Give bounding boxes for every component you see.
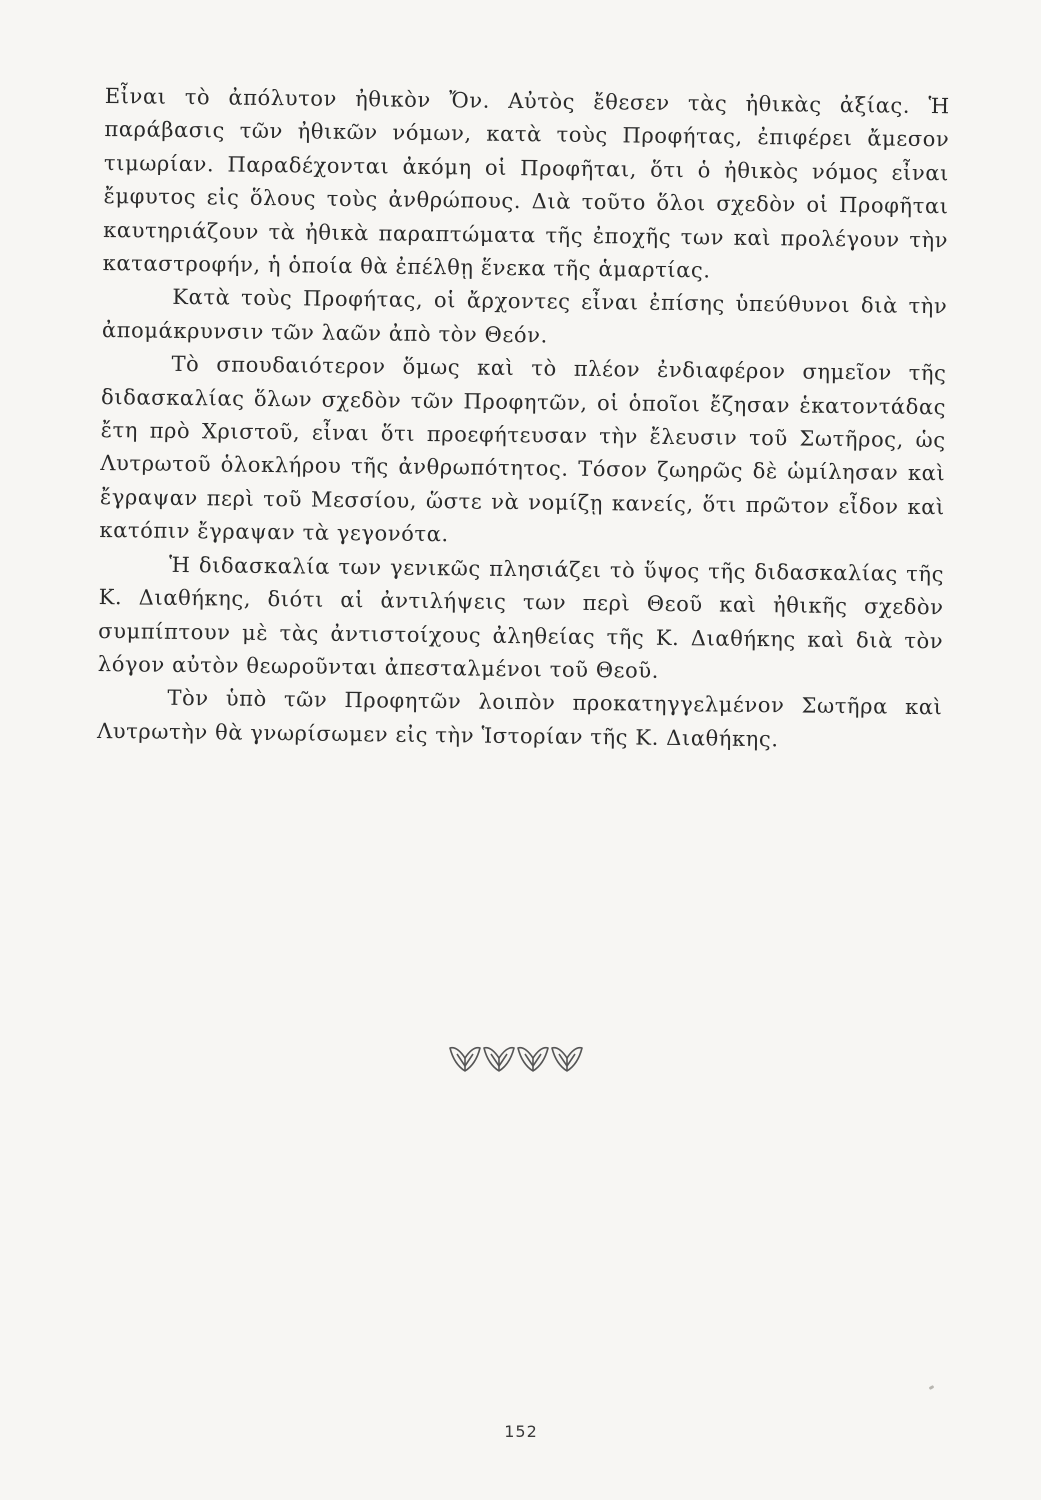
page-number: 152 [504, 1422, 538, 1441]
paragraph-4: Ἡ διδασκαλία των γενικῶς πλησιάζει τὸ ὕψος τῆς διδασκαλίας τῆς Κ. Διαθήκης, διότι αἱ ἀντιλήψεις των περὶ Θεοῦ καὶ ἠθικῆς σχεδὸν συμπίπτουν μὲ τὰς ἀντιστοίχους ἀληθείας τῆς Κ. Διαθήκης καὶ διὰ τὸν λόγον αὐτὸν θεωροῦνται ἀπεσταλμένοι τοῦ Θεοῦ. [97, 552, 945, 683]
paragraph-2: Κατὰ τοὺς Προφήτας, οἱ ἄρχοντες εἶναι ἐπίσης ὑπεύθυνοι διὰ τὴν ἀπομάκρυνσιν τῶν λαῶν ἀπὸ τὸν Θεόν. [101, 285, 948, 348]
paragraph-5: Τὸν ὑπὸ τῶν Προφητῶν λοιπὸν προκατηγγελμένον Σωτῆρα καὶ Λυτρωτὴν θὰ γνωρίσωμεν εἰς τὴν Ἱστορίαν τῆς Κ. Διαθήκης. [96, 686, 943, 751]
paragraph-1: Εἶναι τὸ ἀπόλυτον ἠθικὸν Ὄν. Αὐτὸς ἔθεσεν τὰς ἠθικὰς ἀξίας. Ἡ παράβασις τῶν ἠθικῶν νόμων, κατὰ τοὺς Προφήτας, ἐπιφέρει ἄμεσον τιμωρίαν. Παραδέχονται ἀκόμη οἱ Προφῆται, ὅτι ὁ ἠθικὸς νόμος εἶναι ἔμφυτος εἰς ὅλους τοὺς ἀνθρώπους. Διὰ τοῦτο ὅλοι σχεδὸν οἱ Προφῆται καυτηριάζουν τὰ ἠθικὰ παραπτώματα τῆς ἐποχῆς των καὶ προλέγουν τὴν καταστροφήν, ἡ ὁποία θὰ ἐπέλθῃ ἕνεκα τῆς ἁμαρτίας. [102, 83, 950, 283]
body-text [97, 80, 950, 758]
floral-ornament-icon [448, 1044, 584, 1074]
paper-speck [929, 1385, 935, 1390]
paragraph-3: Τὸ σπουδαιότερον ὅμως καὶ τὸ πλέον ἐνδιαφέρον σημεῖον τῆς διδασκαλίας ὅλων σχεδὸν τῶν Προφητῶν, οἱ ὁποῖοι ἔζησαν ἑκατοντάδας ἔτη πρὸ Χριστοῦ, εἶναι ὅτι προεφήτευσαν τὴν ἔλευσιν τοῦ Σωτῆρος, ὡς Λυτρωτοῦ ὁλοκλήρου τῆς ἀνθρωπότητος. Τόσον ζωηρῶς δὲ ὡμίλησαν καὶ ἔγραψαν περὶ τοῦ Μεσσίου, ὥστε νὰ νομίζῃ κανείς, ὅτι πρῶτον εἶδον καὶ κατόπιν ἔγραψαν τὰ γεγονότα. [99, 352, 947, 547]
